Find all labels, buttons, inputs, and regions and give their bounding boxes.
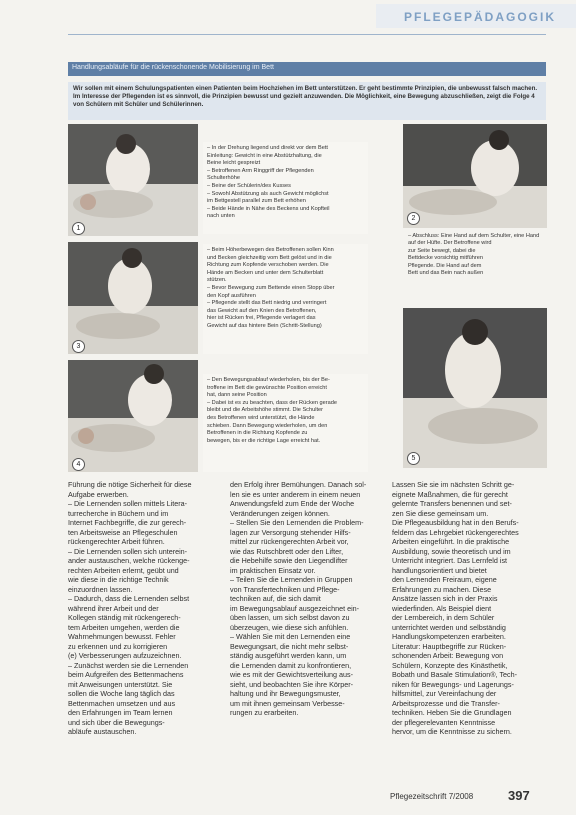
photo-badge: 2 xyxy=(407,212,420,225)
photo-badge: 1 xyxy=(72,222,85,235)
section-title: PFLEGEPÄDAGOGIK xyxy=(403,10,556,24)
intro-box: Wir sollen mit einem Schulungspatienten einen Patienten beim Hochziehen im Bett unterstützen. Er geht bestimmte Prinzipien, die unbewusst falsch machen. Im Interesse der Pflegenden ist es sinnvoll, die Prinzipien bewusst und gezielt anzuwenden. Die Möglichkeit, eine Bewegung abzuschließen, zeigt die Folge 4 von Schülern mit Schüler und Schülerinnen. xyxy=(68,82,546,120)
photo-5 xyxy=(403,308,547,468)
photo-badge: 4 xyxy=(72,458,85,471)
photo-3 xyxy=(68,242,198,354)
page-header xyxy=(0,0,576,34)
step-2-text: – Abschluss: Eine Hand auf dem Schulter, eine Hand auf der Hüfte. Der Betroffene wird zur Seite bewegt, dabei die Bettdecke vorsichtig mitführen Pflegende. Die Hand auf dem Bett und das Bein nach außen xyxy=(408,233,540,277)
text-column-1: Führung die nötige Sicherheit für diese Aufgabe erwerben. – Die Lernenden sollen mittels Litera- turrecherche in Büchern und im Internet Fachbegriffe, die zur gerech- ten Arbeitsweise an Pflegeschulen rückengerechter Arbeit führen. – Die Lernenden sollen sich unterein- ander austauschen, welche rückenge- rechten Arbeiten erlernt, geübt und wie diese in die richtige Technik einzuordnen lassen. – Dadurch, dass die Lernenden selbst während ihrer Arbeit und der Kollegen ständig mit rückengerech- tem Arbeiten umgehen, werden die Wahrnehmungen bewusst. Fehler zu erkennen und zu korrigieren (e) Verbesserungen aufzuzeichnen. – Zunächst werden sie die Lernenden beim Aufgreifen des Bettenmachens mit Anweisungen unterstützt. Sie sollen die Woche lang täglich das Bettenmachen umsetzen und aus den Erfahrungen im Team lernen und sich über die Bewegungs- abläufe austauschen. xyxy=(68,480,192,736)
photo-4 xyxy=(68,360,198,472)
subtitle: Handlungsabläufe für die rückenschonende Mobilisierung im Bett xyxy=(72,64,274,71)
header-rule xyxy=(68,34,546,35)
step-4-text: – Den Bewegungsablauf wiederholen, bis der Be- troffene im Bett die gewünschte Position erreicht hat, dann seine Position – Dabei ist es zu beachten, dass der Rücken gerade bleibt und die Arbeitshöhe stimmt. Die Schulter des Betroffenen wird unterstützt, die Hände schieben. Dann Bewegung wiederholen, um den Betroffenen in die Richtung Kopfende zu bewegen, bis er die richtige Lage erreicht hat. xyxy=(203,374,368,472)
page-number: 397 xyxy=(508,788,530,803)
journal-name: Pflegezeitschrift 7/2008 xyxy=(390,792,474,801)
photo-badge: 3 xyxy=(72,340,85,353)
step-1-text: – In der Drehung liegend und direkt vor dem Bett Einleitung: Gewicht in eine Abstützhaltung, die Beine leicht gespreizt – Betroffenen Arm Ringgriff der Pflegenden Schulterhöhe – Beine der Schülerin/des Kusses – Sowohl Abstützung als auch Gewicht möglichst im Bettgestell parallel zum Bett erhöhen – Beide Hände in Nähe des Beckens und Kopfteil nach unten xyxy=(203,142,368,234)
photo-badge: 5 xyxy=(407,452,420,465)
text-column-3: Lassen Sie sie im nächsten Schritt ge- eignete Maßnahmen, die für gerecht gelernte Transfers benennen und set- zen Sie diese gemeinsam um. Die Pflegeausbildung hat in den Berufs- feldern das Lehrgebiet rückengerechtes Arbeiten eingeführt. In die praktische Ausbildung, sowie theoretisch und im Unterricht integriert. Das Lernfeld ist handlungsorientiert und bietet den Lernenden Freiraum, eigene Erfahrungen zu machen. Diese Ansätze lassen sich in der Praxis wiederfinden. Als Beispiel dient der Lernbereich, in dem Schüler unterrichtet werden und selbständig Handlungskompetenzen erarbeiten. Literatur: Hauptbegriffe zur Rücken- schonenden Arbeit: Bewegung von Schülern, Konzepte des Kinästhetik, Bobath und Basale Stimulation®, Tech- niken für Bewegungs- und Lagerungs- hilfsmittel, zur Vereinfachung der Arbeitsprozesse und die Transfer- techniken. Heben Sie die Grundlagen der pflegerelevanten Kenntnisse hervor, um die Kenntnisse zu sichern. xyxy=(392,480,519,736)
page-footer xyxy=(390,788,550,806)
photo-1 xyxy=(68,124,198,236)
photo-2 xyxy=(403,124,547,228)
step-3-text: – Beim Höherbewegen des Betroffenen sollen Kinn und Becken gleichzeitig vom Bett gelöst und in die Richtung zum Kopfende verschoben werden. Die Hände am Becken und unter dem Schulterblatt stützen. – Bevor Bewegung zum Bettende einen Stopp über den Kopf ausführen – Pflegende stellt das Bett niedrig und verringert das Gewicht auf den Knien des Betroffenen, hier ist Rücken frei, Pflegende verlagert das Gewicht auf das hintere Bein (Schritt-Stellung) xyxy=(203,244,368,354)
text-column-2: den Erfolg ihrer Bemühungen. Danach sol- len sie es unter anderem in einem neuen Anwendungsfeld zum Ende der Woche Veränderungen zeigen können. – Stellen Sie den Lernenden die Problem- lagen zur Versorgung stehender Hilfs- mittel zur rückengerechten Arbeit vor, wie das Rutschbrett oder den Lifter, die Hebehilfe sowie den Liegendlifter im praktischen Einsatz vor. – Teilen Sie die Lernenden in Gruppen von Transfertechniken und Pflege- techniken auf, die sich damit im Bewegungsablauf ausgezeichnet ein- üben lassen, um sich selbst davon zu überzeugen, wie diese sich anfühlen. – Wählen Sie mit den Lernenden eine Bewegungsart, die nicht mehr selbst- ständig ausgeführt werden kann, um die Lernenden damit zu konfrontieren, wie es mit der Gewichtsverteilung aus- sieht, und beobachten Sie ihre Körper- haltung und ihr Bewegungsmuster, um mit ihnen gemeinsam Verbesse- rungen zu erarbeiten. xyxy=(230,480,367,717)
